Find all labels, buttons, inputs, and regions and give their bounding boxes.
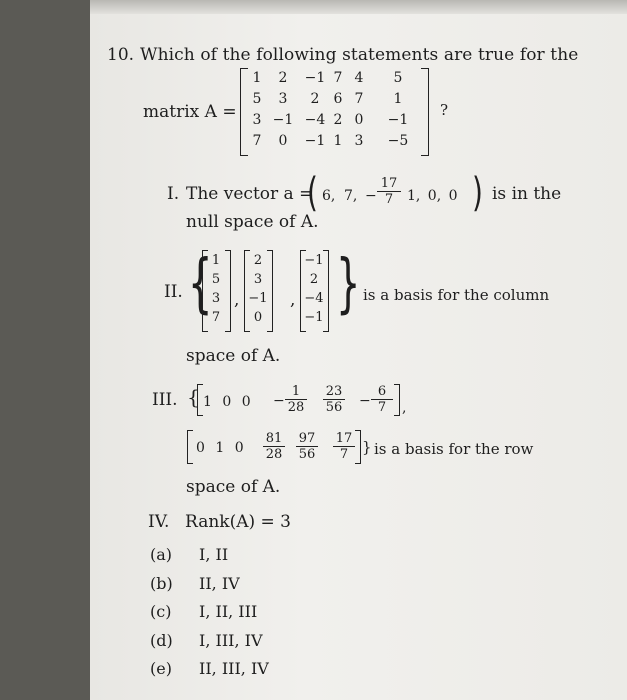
fraction-denominator: 7 bbox=[377, 400, 387, 415]
statement-3-suffix: is a basis for the row bbox=[374, 440, 534, 458]
row-2-entries: 0 1 0 bbox=[196, 440, 244, 456]
vector-open-paren: ( bbox=[307, 170, 318, 216]
fraction-numerator: 1 bbox=[285, 384, 307, 400]
vector-close-paren: ) bbox=[472, 170, 483, 216]
statement-2-label: II. bbox=[164, 282, 183, 302]
matrix-cell: 1 bbox=[252, 70, 262, 86]
vector-entry-2: 7, bbox=[344, 188, 358, 204]
statement-2-line-2: space of A. bbox=[186, 346, 281, 366]
fraction-numerator: 97 bbox=[296, 431, 318, 447]
matrix-cell: −1 bbox=[304, 133, 326, 149]
fraction-denominator: 56 bbox=[325, 400, 343, 415]
fraction-numerator: 23 bbox=[323, 384, 345, 400]
option-key: (d) bbox=[150, 630, 173, 650]
matrix-cell: 0 bbox=[278, 133, 288, 149]
matrix-label: matrix A = bbox=[143, 102, 237, 122]
set-open-brace: { bbox=[188, 247, 213, 321]
matrix-cell: 2 bbox=[333, 112, 343, 128]
vector-comma: , bbox=[234, 290, 240, 310]
fraction-numerator: 6 bbox=[371, 384, 393, 400]
matrix-cell: 5 bbox=[252, 91, 262, 107]
matrix-cell: 1 bbox=[393, 91, 403, 107]
option-value: II, IV bbox=[199, 573, 240, 593]
statement-1-suffix: is in the bbox=[492, 184, 562, 204]
matrix-left-bracket bbox=[240, 68, 248, 156]
fraction-entry bbox=[285, 384, 307, 415]
statement-3-line-2: space of A. bbox=[186, 477, 281, 497]
fraction-entry bbox=[333, 431, 355, 462]
fraction-denominator: 7 bbox=[339, 447, 349, 462]
fraction-minus-sign: − bbox=[359, 393, 371, 409]
matrix-cell: 7 bbox=[333, 70, 343, 86]
option-value: I, III, IV bbox=[199, 630, 263, 650]
option-key: (a) bbox=[150, 545, 173, 564]
row-1-right-bracket bbox=[394, 384, 400, 416]
page-top-edge bbox=[90, 0, 627, 14]
fraction-numerator: 17 bbox=[333, 431, 355, 447]
matrix-cell: 6 bbox=[333, 91, 343, 107]
question-text: Which of the following statements are true for the bbox=[140, 45, 579, 65]
vector-entry: 2 bbox=[253, 253, 263, 268]
option-value: I, II bbox=[199, 545, 229, 564]
statement-3-label: III. bbox=[152, 390, 178, 410]
vector-entry: 0 bbox=[253, 310, 263, 325]
matrix-cell: −1 bbox=[272, 112, 294, 128]
fraction-numerator: 17 bbox=[377, 176, 401, 192]
option-value: II, III, IV bbox=[199, 659, 269, 678]
fraction-entry bbox=[371, 384, 393, 415]
vector-entry: −1 bbox=[304, 310, 324, 325]
vector-fraction bbox=[377, 176, 401, 207]
vector-entry-1: 6, bbox=[322, 188, 336, 204]
option-key: (c) bbox=[150, 602, 172, 621]
set-close-brace: } bbox=[362, 438, 372, 456]
fraction-denominator: 28 bbox=[265, 447, 283, 462]
matrix-right-bracket bbox=[421, 68, 429, 156]
matrix-cell: 3 bbox=[252, 112, 262, 128]
matrix-cell: 4 bbox=[354, 70, 364, 86]
vector-comma: , bbox=[290, 290, 296, 310]
set-close-brace: } bbox=[336, 247, 361, 321]
matrix-cell: −5 bbox=[387, 133, 409, 149]
fraction-entry bbox=[323, 384, 345, 415]
row-1-entries: 1 0 0 bbox=[203, 394, 251, 410]
statement-4-label: IV. bbox=[148, 512, 170, 532]
matrix-cell: −4 bbox=[304, 112, 326, 128]
fraction-denominator: 28 bbox=[287, 400, 305, 415]
option-value: I, II, III bbox=[199, 602, 258, 621]
statement-1-label: I. bbox=[167, 184, 180, 204]
matrix-cell: 7 bbox=[354, 91, 364, 107]
statement-4-text: Rank(A) = 3 bbox=[185, 512, 291, 532]
vector-minus-sign: − bbox=[365, 188, 377, 204]
vector-entry: 2 bbox=[309, 272, 319, 287]
row-comma: , bbox=[402, 400, 407, 416]
matrix-cell: 2 bbox=[310, 91, 320, 107]
question-number: 10. bbox=[107, 45, 135, 65]
row-2-left-bracket bbox=[187, 430, 193, 464]
fraction-numerator: 81 bbox=[263, 431, 285, 447]
statement-1-line-2: null space of A. bbox=[186, 212, 319, 232]
vector-entry: 1 bbox=[211, 253, 221, 268]
vector-entry: 3 bbox=[253, 272, 263, 287]
vector-entry: −4 bbox=[304, 291, 324, 306]
vector-entry: 3 bbox=[211, 291, 221, 306]
fraction-entry bbox=[296, 431, 318, 462]
matrix-cell: 2 bbox=[278, 70, 288, 86]
option-key: (e) bbox=[150, 659, 172, 678]
matrix-cell: 5 bbox=[393, 70, 403, 86]
row-2-right-bracket bbox=[355, 430, 361, 464]
matrix-cell: 7 bbox=[252, 133, 262, 149]
set-open-brace: { bbox=[187, 385, 200, 409]
vector-entry: −1 bbox=[304, 253, 324, 268]
matrix-cell: −1 bbox=[304, 70, 326, 86]
fraction-denominator: 7 bbox=[384, 192, 394, 207]
vector-entry: 5 bbox=[211, 272, 221, 287]
statement-2-suffix: is a basis for the column bbox=[363, 286, 550, 304]
vector-rest-entries: 1, 0, 0 bbox=[407, 188, 458, 204]
vector-entry: −1 bbox=[248, 291, 268, 306]
fraction-minus-sign: − bbox=[273, 393, 285, 409]
matrix-cell: −1 bbox=[387, 112, 409, 128]
option-key: (b) bbox=[150, 573, 173, 593]
statement-1-text: The vector a = bbox=[186, 184, 314, 204]
matrix-cell: 3 bbox=[278, 91, 288, 107]
fraction-denominator: 56 bbox=[298, 447, 316, 462]
matrix-cell: 1 bbox=[333, 133, 343, 149]
fraction-entry bbox=[263, 431, 285, 462]
matrix-cell: 0 bbox=[354, 112, 364, 128]
question-mark: ? bbox=[440, 101, 449, 119]
matrix-cell: 3 bbox=[354, 133, 364, 149]
vector-entry: 7 bbox=[211, 310, 221, 325]
